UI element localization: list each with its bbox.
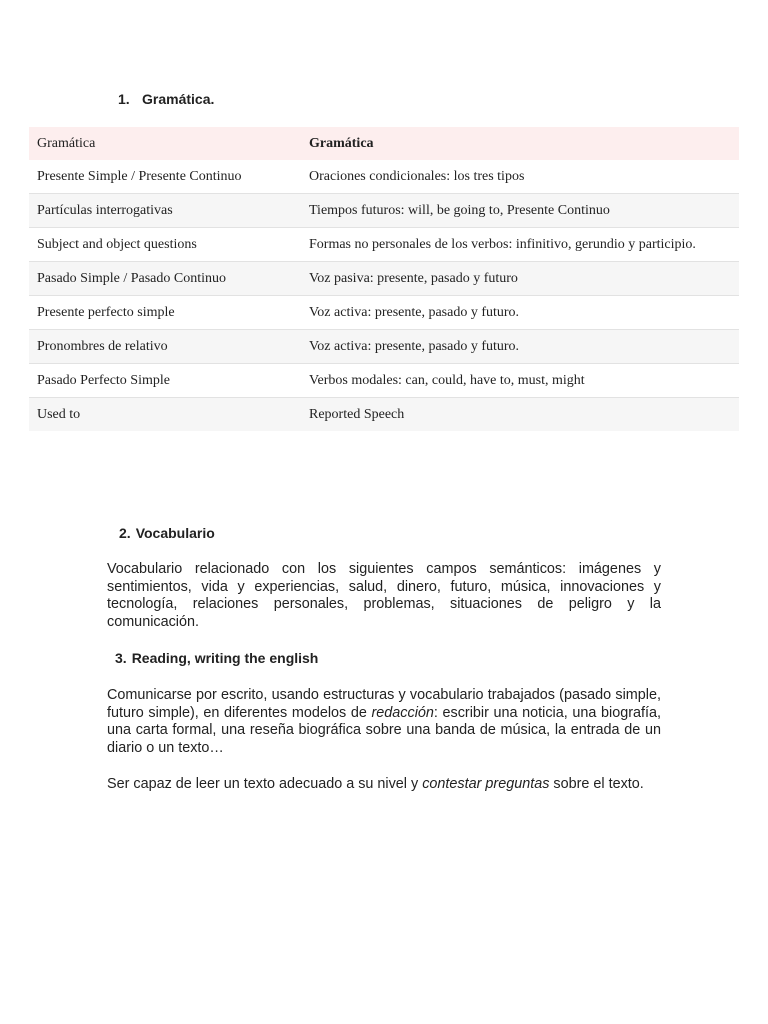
section-heading-grammar [118, 91, 214, 107]
table-row [29, 330, 739, 364]
section-number: 2. [119, 525, 131, 541]
table-cell: Voz activa: presente, pasado y futuro. [301, 330, 739, 364]
table-cell: Presente Simple / Presente Continuo [29, 160, 301, 194]
table-header-cell: Gramática [37, 135, 96, 151]
table-header-cell: Gramática [309, 135, 374, 151]
table-row [29, 160, 739, 194]
table-cell: Tiempos futuros: will, be going to, Presente Continuo [301, 194, 739, 228]
text-run: Comunicarse por escrito, usando estructuras y vocabulario trabajados (pasado simple, futuro simple), en diferentes modelos de [107, 687, 661, 721]
table-cell: Used to [37, 406, 81, 422]
table-row [29, 296, 739, 330]
table-cell: Reported Speech [309, 406, 405, 422]
table-cell: Presente perfecto simple [29, 296, 301, 330]
section-number: 3. [115, 650, 127, 666]
table-row [29, 398, 739, 432]
writing-paragraph [107, 687, 661, 757]
text-run: sobre el texto. [549, 776, 644, 792]
table-cell: Partículas interrogativas [29, 194, 301, 228]
emphasis-text: redacción [371, 704, 434, 721]
reading-paragraph [107, 776, 661, 794]
table-row [29, 364, 739, 398]
table-row [29, 262, 739, 296]
table-cell: Verbos modales: can, could, have to, must, might [301, 364, 739, 398]
section-heading-vocabulary [119, 525, 215, 541]
table-cell: Formas no personales de los verbos: infinitivo, gerundio y participio. [301, 228, 739, 262]
emphasis-text: contestar preguntas [422, 776, 550, 792]
table-row [29, 194, 739, 228]
table-cell: Voz activa: presente, pasado y futuro. [301, 296, 739, 330]
table-cell: Pasado Perfecto Simple [29, 364, 301, 398]
table-cell: Pasado Simple / Pasado Continuo [29, 262, 301, 296]
text-run: : escribir una noticia, una biografía, una carta formal, una reseña biográfica sobre una banda de música, la entrada de un diario o un texto… [107, 704, 661, 756]
table-header-row [29, 127, 739, 160]
section-title: Vocabulario [135, 525, 215, 541]
text-run: Ser capaz de leer un texto adecuado a su nivel y [107, 776, 423, 792]
table-cell: Pronombres de relativo [29, 330, 301, 364]
section-heading-reading-writing [115, 650, 318, 666]
section-number: 1. [118, 91, 130, 107]
table-cell: Oraciones condicionales: los tres tipos [301, 160, 739, 194]
section-title: Reading, writing the english [131, 650, 319, 666]
table-cell: Voz pasiva: presente, pasado y futuro [301, 262, 739, 296]
section-title: Gramática. [142, 91, 215, 107]
table-cell: Subject and object questions [29, 228, 301, 262]
grammar-table [29, 127, 739, 431]
table-row [29, 228, 739, 262]
vocabulary-paragraph: Vocabulario relacionado con los siguientes campos semánticos: imágenes y sentimientos, vida y experiencias, salud, dinero, futuro, música, innovaciones y tecnología, relaciones personales, problemas, situaciones de peligro y la comunicación. [107, 561, 661, 630]
